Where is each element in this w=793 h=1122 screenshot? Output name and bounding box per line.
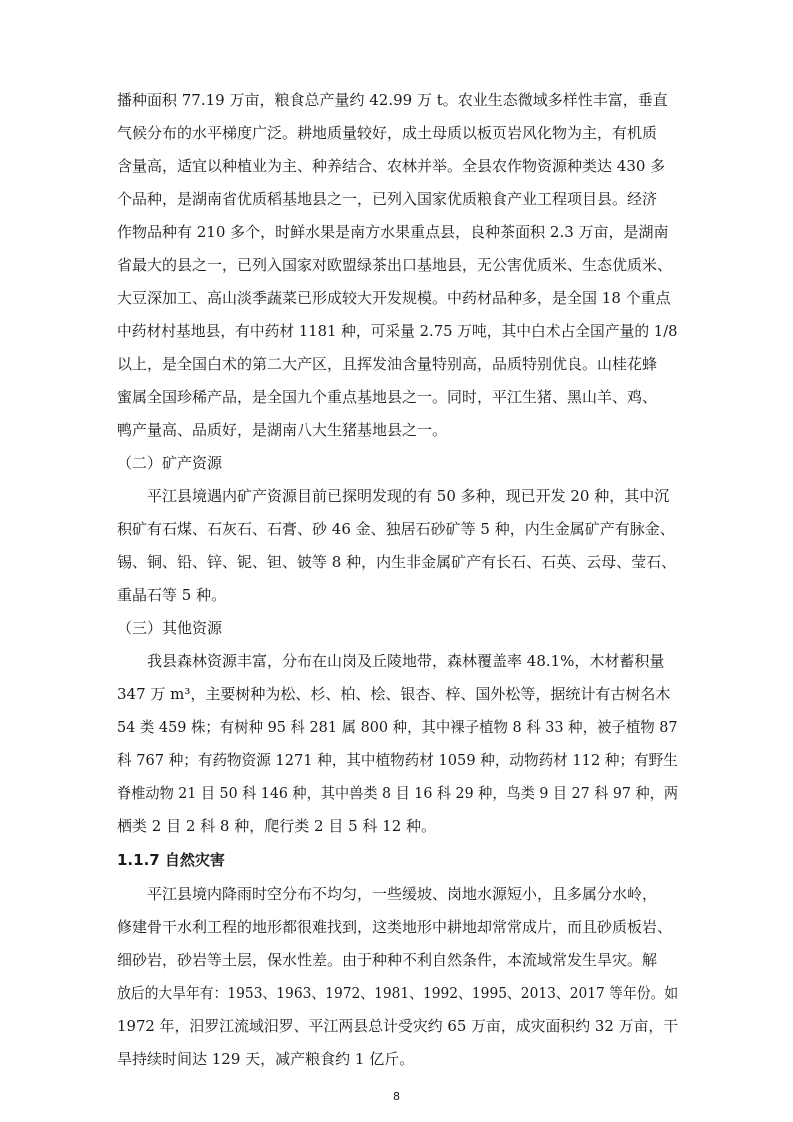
text-line: 以上，是全国白术的第二大产区，且挥发油含量特别高，品质特别优良。山桂花蜂 xyxy=(117,355,658,373)
text-line: 蜜属全国珍稀产品，是全国九个重点基地县之一。同时，平江生猪、黑山羊、鸡、 xyxy=(117,388,658,406)
text-line: 中药材村基地县，有中药材 1181 种，可采量 2.75 万吨，其中白术占全国产量的 1/8 xyxy=(117,322,678,340)
text-line: 修建骨干水利工程的地形都很难找到，这类地形中耕地却常常成片，而且砂质板岩、 xyxy=(117,918,673,936)
text-line: 旱持续时间达 129 天，减产粮食约 1 亿斤。 xyxy=(117,1050,415,1068)
text-line: 脊椎动物 21 目 50 科 146 种，其中兽类 8 目 16 科 29 种，鸟类 9 目 27 科 97 种，两 xyxy=(117,784,679,802)
text-line: 个品种，是湖南省优质稻基地县之一，已列入国家优质粮食产业工程项目县。经济 xyxy=(117,190,658,208)
text-line: 积矿有石煤、石灰石、石膏、砂 46 金、独居石砂矿等 5 种，内生金属矿产有脉金、 xyxy=(117,520,675,538)
text-line: 省最大的县之一，已列入国家对欧盟绿茶出口基地县，无公害优质米、生态优质米、 xyxy=(117,256,673,274)
text-line: 播种面积 77.19 万亩，粮食总产量约 42.99 万 t。农业生态微域多样性丰富，垂直 xyxy=(117,91,668,109)
text-line: 放后的大旱年有：1953、1963、1972、1981、1992、1995、2013、2017 等年份。如 xyxy=(117,984,679,1002)
text-line: 平江县境遇内矿产资源目前已探明发现的有 50 多种，现已开发 20 种，其中沉 xyxy=(147,487,670,505)
text-line: 科 767 种；有药物资源 1271 种，其中植物药材 1059 种，动物药材 112 种；有野生 xyxy=(117,751,678,769)
text-line: 347 万 m³，主要树种为松、杉、柏、桧、银杏、梓、国外松等，据统计有古树名木 xyxy=(117,685,671,703)
section-title-other: （三）其他资源 xyxy=(117,619,223,637)
section-title-minerals: （二）矿产资源 xyxy=(117,454,223,472)
text-line: 锡、铜、铅、锌、铌、钽、铍等 8 种，内生非金属矿产有长石、石英、云母、莹石、 xyxy=(117,553,677,571)
text-line: 1972 年，汨罗江流域汨罗、平江两县总计受灾约 65 万亩，成灾面积约 32 万亩，干 xyxy=(117,1017,679,1035)
section-heading-natural-disasters: 1.1.7 自然灾害 xyxy=(117,851,225,869)
text-line: 气候分布的水平梯度广泛。耕地质量较好，成土母质以板页岩风化物为主，有机质 xyxy=(117,124,658,142)
text-line: 大豆深加工、高山淡季蔬菜已形成较大开发规模。中药材品种多，是全国 18 个重点 xyxy=(117,289,671,307)
text-line: 重晶石等 5 种。 xyxy=(117,586,227,604)
text-line: 细砂岩，砂岩等土层，保水性差。由于种种不利自然条件，本流域常发生旱灾。解 xyxy=(117,951,658,969)
text-line: 作物品种有 210 多个，时鲜水果是南方水果重点县，良种茶面积 2.3 万亩，是湖南 xyxy=(117,223,669,241)
text-line: 我县森林资源丰富，分布在山岗及丘陵地带，森林覆盖率 48.1%，木材蓄积量 xyxy=(147,652,665,670)
text-line: 含量高，适宜以种植业为主、种养结合、农林并举。全县农作物资源种类达 430 多 xyxy=(117,157,666,175)
text-line: 54 类 459 株；有树种 95 科 281 属 800 种，其中裸子植物 8 科 33 种，被子植物 87 xyxy=(117,718,678,736)
page-number: 8 xyxy=(393,1090,400,1103)
text-line: 平江县境内降雨时空分布不均匀，一些缓坡、岗地水源短小，且多属分水岭， xyxy=(147,885,658,903)
text-line: 鸭产量高、品质好，是湖南八大生猪基地县之一。 xyxy=(117,421,448,439)
text-line: 栖类 2 目 2 科 8 种，爬行类 2 目 5 科 12 种。 xyxy=(117,817,437,835)
